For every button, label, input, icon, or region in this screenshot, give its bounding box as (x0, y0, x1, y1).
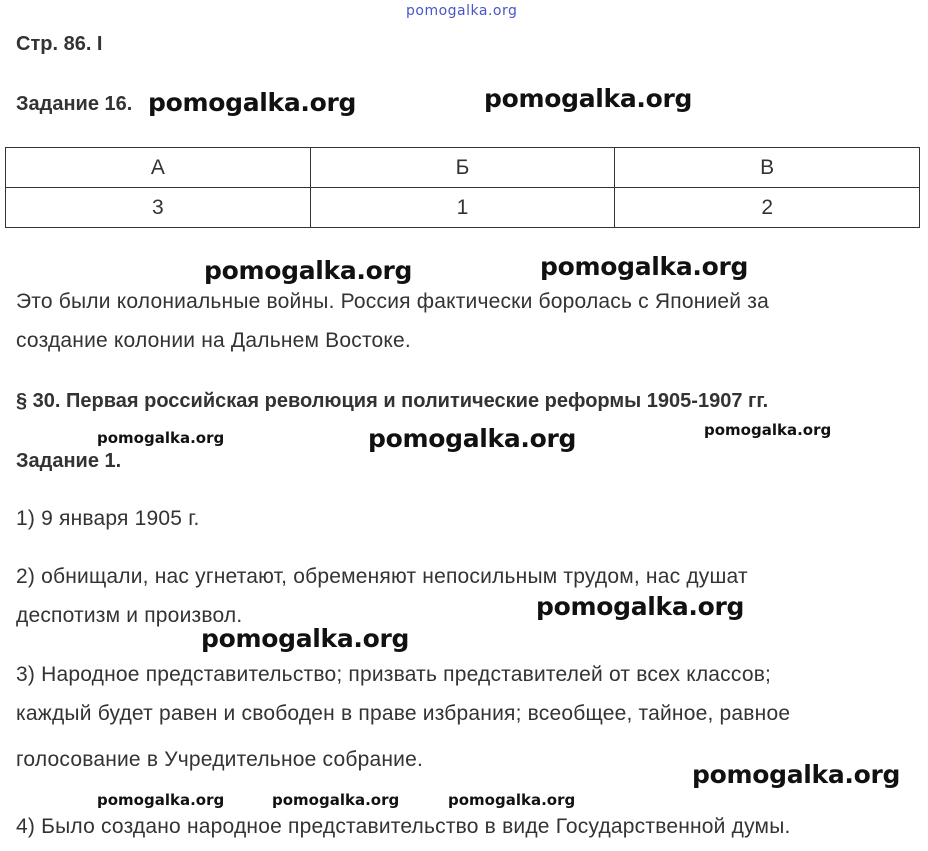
task1-title: Задание 1. (16, 450, 122, 472)
watermark: pomogalka.org (148, 88, 357, 117)
watermark: pomogalka.org (704, 421, 832, 439)
page-label: Стр. 86. I (16, 33, 103, 55)
task16-text-line: Это были колониальные войны. Россия фактически боролась с Японией за (16, 290, 769, 313)
watermark: pomogalka.org (368, 424, 577, 453)
table-header-cell: Б (310, 148, 615, 188)
watermark: pomogalka.org (272, 791, 400, 809)
table-header-cell: В (615, 148, 920, 188)
watermark: pomogalka.org (201, 624, 410, 653)
answer-table (5, 147, 920, 228)
watermark: pomogalka.org (692, 760, 901, 789)
watermark: pomogalka.org (97, 791, 225, 809)
watermark: pomogalka.org (204, 256, 413, 285)
watermark: pomogalka.org (484, 84, 693, 113)
section-title: § 30. Первая российская революция и политические реформы 1905-1907 гг. (16, 390, 769, 412)
table-cell: 1 (310, 188, 615, 228)
task1-item: 4) Было создано народное представительство в виде Государственной думы. (16, 815, 791, 838)
watermark: pomogalka.org (448, 791, 576, 809)
table-header-cell: А (6, 148, 311, 188)
task1-item: 2) обнищали, нас угнетают, обременяют непосильным трудом, нас душат (16, 565, 748, 588)
table-cell: 3 (6, 188, 311, 228)
watermark: pomogalka.org (536, 592, 745, 621)
task1-item: деспотизм и произвол. (16, 604, 243, 627)
watermark: pomogalka.org (97, 429, 225, 447)
task1-item: каждый будет равен и свободен в праве избрания; всеобщее, тайное, равное (16, 702, 791, 725)
task1-item: 3) Народное представительство; призвать представителей от всех классов; (16, 663, 772, 686)
table-cell: 2 (615, 188, 920, 228)
task16-title: Задание 16. (16, 93, 133, 115)
table-row (6, 188, 920, 228)
watermark-top: pomogalka.org (406, 3, 518, 19)
task1-item: голосование в Учредительное собрание. (16, 748, 423, 771)
watermark: pomogalka.org (540, 252, 749, 281)
table-header-row (6, 148, 920, 188)
task16-text-line: создание колонии на Дальнем Востоке. (16, 329, 411, 352)
task1-item: 1) 9 января 1905 г. (16, 507, 200, 530)
